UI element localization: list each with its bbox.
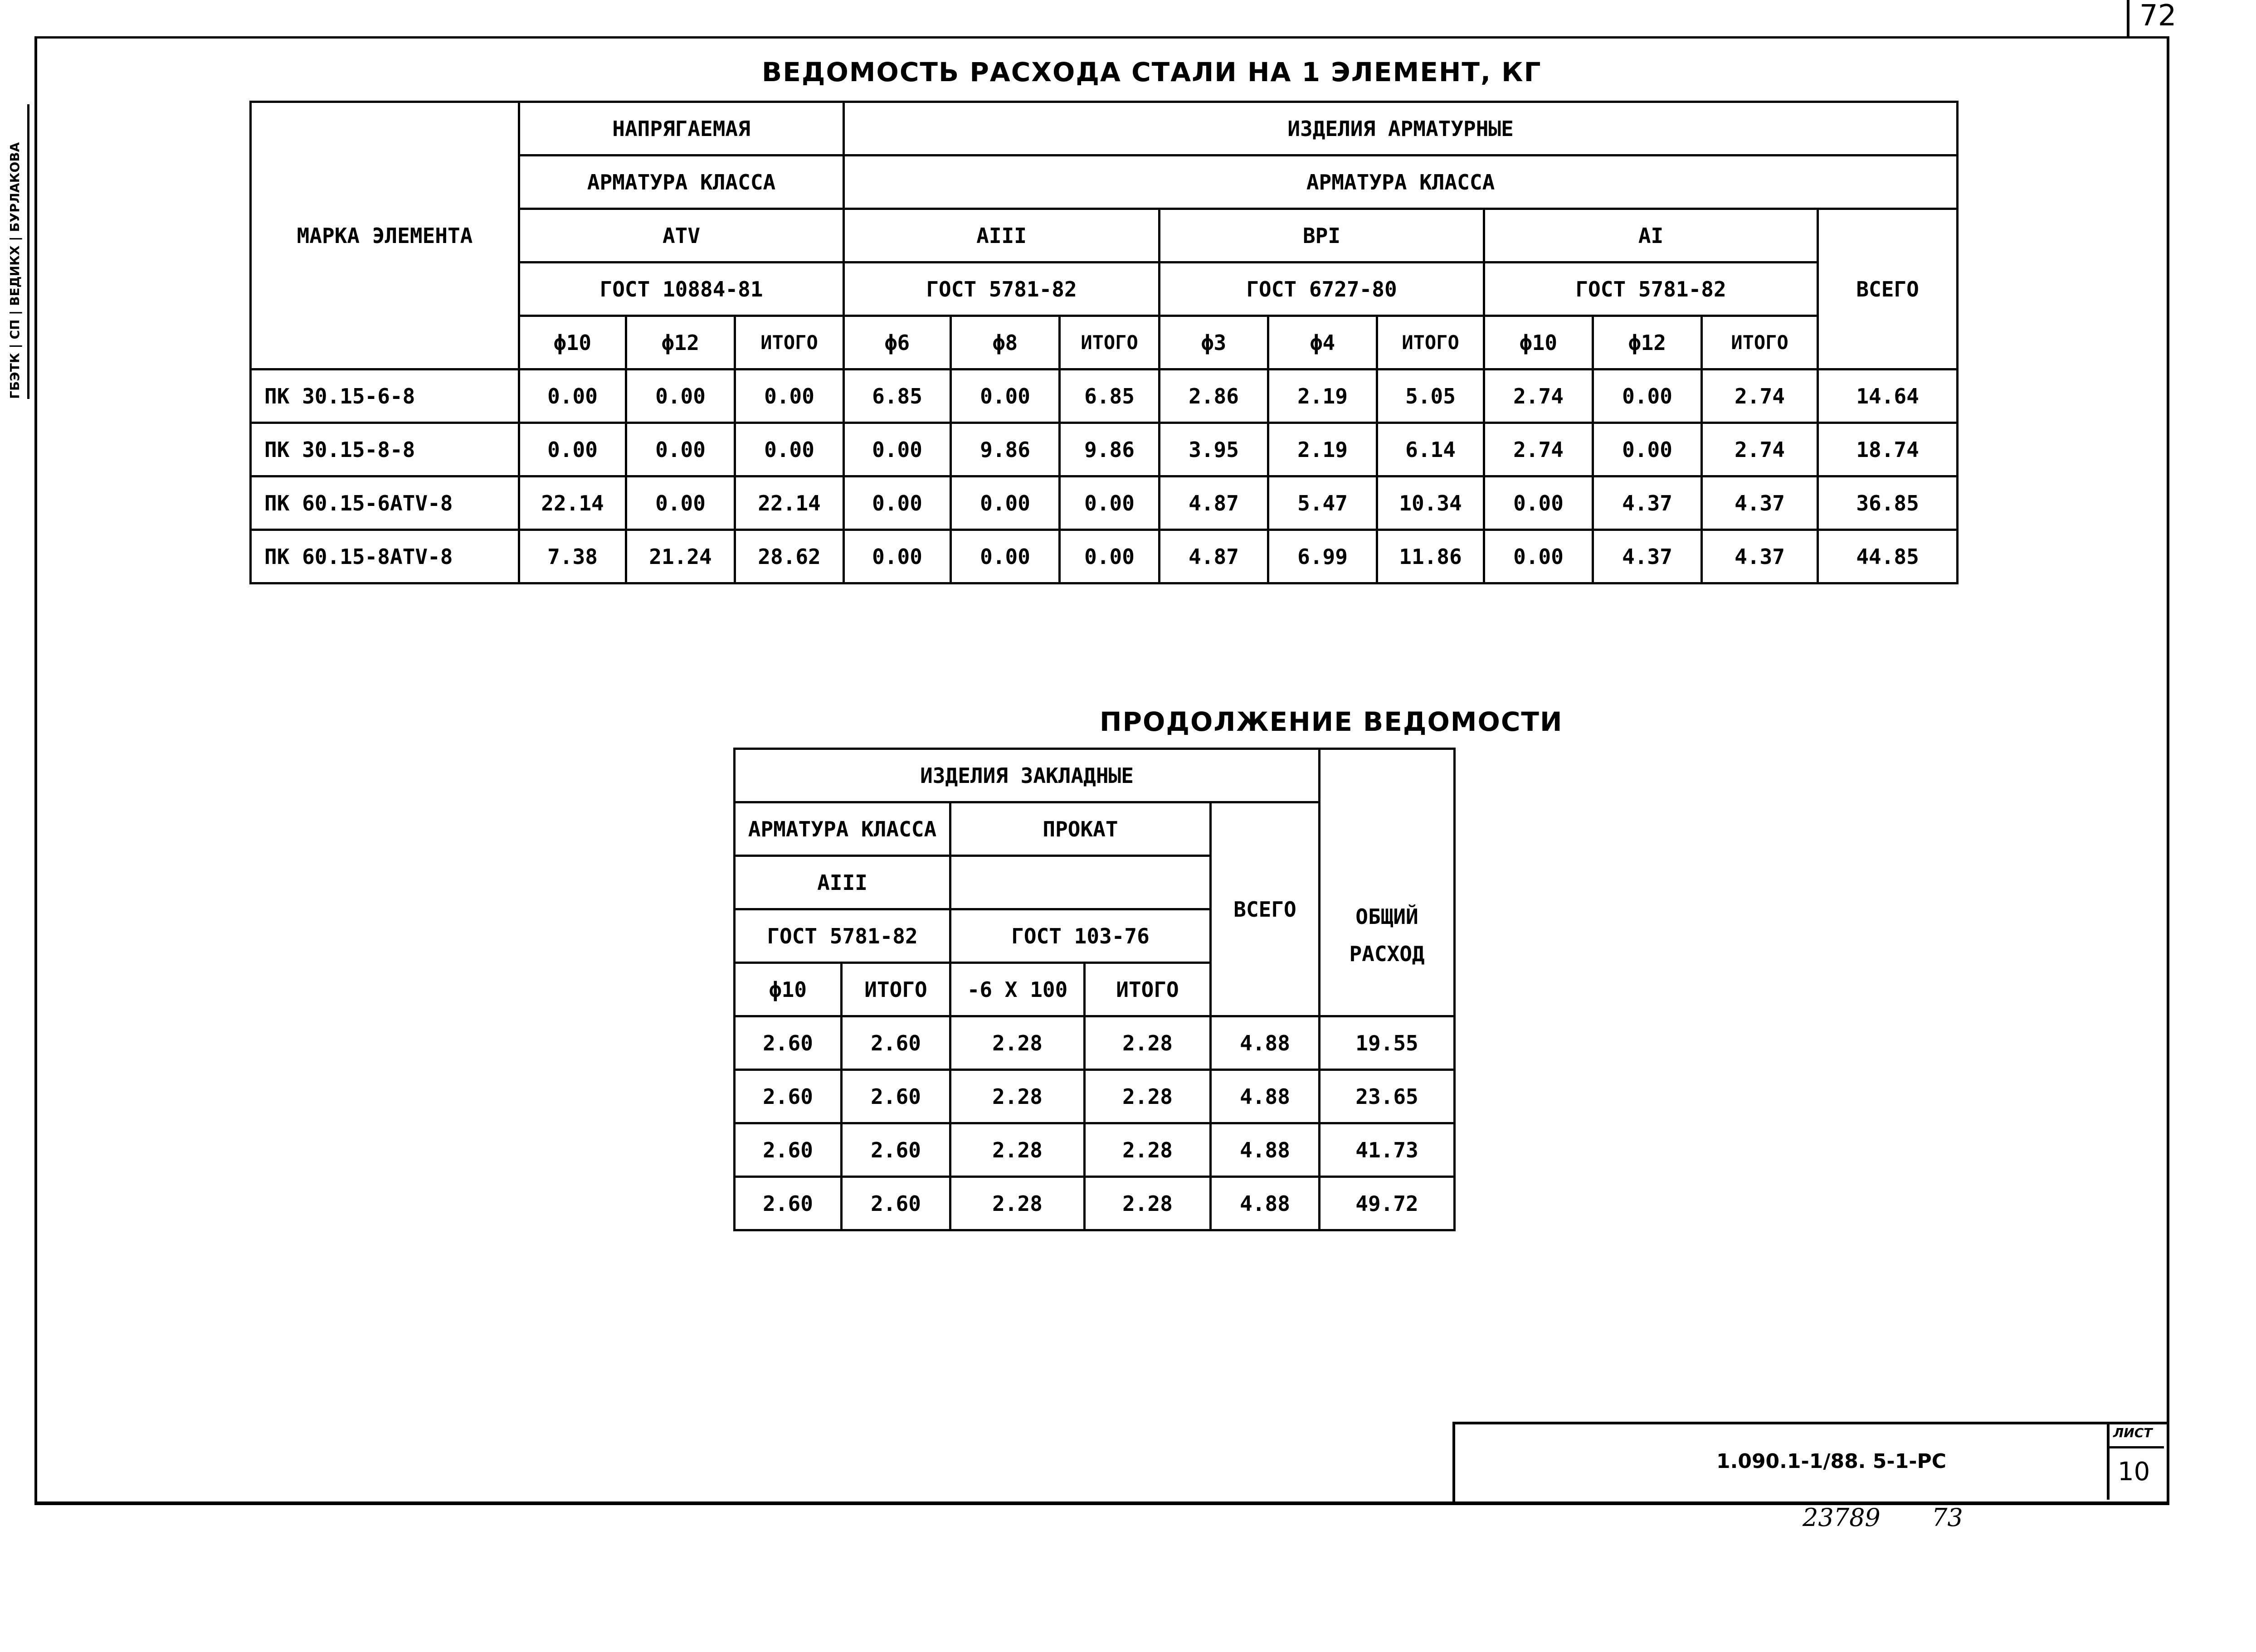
table-row: [735, 1016, 1455, 1070]
cell-value: 0.00: [626, 423, 735, 476]
header-rebar-class: АРМАТУРА КЛАССА: [844, 155, 1958, 209]
gost-b-cont: ГОСТ 103-76: [950, 909, 1211, 963]
gost-aiii: ГОСТ 5781-82: [844, 262, 1160, 316]
header-prestressed: НАПРЯГАЕМАЯ: [519, 102, 844, 155]
subcol-0-2: ИТОГО: [735, 316, 844, 369]
cell-value: 0.00: [735, 369, 844, 423]
header-overall: [1320, 856, 1455, 1016]
element-mark: ПК 30.15-8-8: [251, 423, 519, 476]
header-total: ВСЕГО: [1818, 209, 1958, 369]
cell-value: 2.86: [1160, 369, 1268, 423]
table-row: [735, 1123, 1455, 1177]
sheet-label: ЛИСТ: [2113, 1425, 2153, 1440]
cell-value: 5.05: [1377, 369, 1484, 423]
cell-value: 2.60: [735, 1177, 842, 1230]
cell-value: 4.88: [1211, 1016, 1320, 1070]
class-vri: ВРI: [1160, 209, 1484, 262]
cell-value: 2.28: [1085, 1016, 1211, 1070]
cell-value: 0.00: [1060, 530, 1160, 583]
cell-value: 4.88: [1211, 1070, 1320, 1123]
cell-value: 2.19: [1268, 369, 1377, 423]
cont-subcol-3: ИТОГО: [1085, 963, 1211, 1016]
subcol-0-1: ϕ12: [626, 316, 735, 369]
sheet-number: 10: [2118, 1457, 2150, 1487]
cell-value: 6.85: [844, 369, 951, 423]
cell-value: 0.00: [1593, 369, 1702, 423]
class-atv: АТV: [519, 209, 844, 262]
cell-value: 0.00: [951, 476, 1060, 530]
cell-value: 0.00: [1484, 476, 1593, 530]
sheet-label-line: [2107, 1446, 2164, 1448]
subcol-2-0: ϕ3: [1160, 316, 1268, 369]
cell-value: 36.85: [1818, 476, 1958, 530]
cell-value: 0.00: [1060, 476, 1160, 530]
page-number: 72: [2139, 0, 2177, 33]
cell-value: 2.28: [950, 1016, 1085, 1070]
cell-value: 14.64: [1818, 369, 1958, 423]
cell-value: 2.19: [1268, 423, 1377, 476]
cell-value: 2.60: [842, 1123, 950, 1177]
cell-value: 0.00: [519, 423, 626, 476]
cell-value: 2.74: [1702, 369, 1818, 423]
cell-value: 2.60: [735, 1016, 842, 1070]
cell-value: 11.86: [1377, 530, 1484, 583]
cell-value: 9.86: [1060, 423, 1160, 476]
element-mark: ПК 30.15-6-8: [251, 369, 519, 423]
cell-value: 2.28: [950, 1123, 1085, 1177]
cell-value: 4.37: [1593, 530, 1702, 583]
gost-vri: ГОСТ 6727-80: [1160, 262, 1484, 316]
side-stamp: ГБЭТК | СП | ВЕДИКХ | БУРЛАКОВА: [7, 142, 22, 399]
table-row: [735, 1070, 1455, 1123]
element-mark: ПК 60.15-6АТV-8: [251, 476, 519, 530]
table-row: [251, 423, 1958, 476]
cell-value: 0.00: [844, 530, 951, 583]
cell-value: 2.74: [1484, 423, 1593, 476]
handwritten-number-b: 73: [1932, 1503, 1963, 1532]
cont-subcol-1: ИТОГО: [842, 963, 950, 1016]
cell-value: 2.74: [1702, 423, 1818, 476]
cell-value: 19.55: [1320, 1016, 1455, 1070]
cell-value: 6.99: [1268, 530, 1377, 583]
header-total-cont: ВСЕГО: [1211, 802, 1320, 1016]
subcol-3-1: ϕ12: [1593, 316, 1702, 369]
drawing-code: 1.090.1-1/88. 5-1-РС: [1716, 1450, 1947, 1473]
cell-value: 0.00: [735, 423, 844, 476]
header-embedded: ИЗДЕЛИЯ ЗАКЛАДНЫЕ: [735, 749, 1320, 802]
cell-value: 4.88: [1211, 1177, 1320, 1230]
cell-value: 0.00: [626, 369, 735, 423]
table-row: [735, 1177, 1455, 1230]
subcol-2-2: ИТОГО: [1377, 316, 1484, 369]
cell-value: 2.28: [1085, 1123, 1211, 1177]
page-number-divider: [2127, 0, 2129, 36]
cell-value: 2.60: [735, 1070, 842, 1123]
table-row: [251, 476, 1958, 530]
cell-value: 2.60: [842, 1177, 950, 1230]
handwritten-number-a: 23789: [1803, 1503, 1881, 1532]
cell-value: 2.74: [1484, 369, 1593, 423]
cell-value: 23.65: [1320, 1070, 1455, 1123]
subcol-0-0: ϕ10: [519, 316, 626, 369]
subcol-3-2: ИТОГО: [1702, 316, 1818, 369]
cell-value: 0.00: [844, 476, 951, 530]
cell-value: 2.28: [1085, 1177, 1211, 1230]
class-ai: АI: [1484, 209, 1818, 262]
header-overall-line1: ОБЩИЙ: [1355, 904, 1418, 929]
cell-value: 2.60: [735, 1123, 842, 1177]
steel-consumption-table: [249, 101, 1959, 584]
cell-value: 6.14: [1377, 423, 1484, 476]
cell-value: 4.87: [1160, 476, 1268, 530]
subcol-1-0: ϕ6: [844, 316, 951, 369]
subcol-3-0: ϕ10: [1484, 316, 1593, 369]
overall-top-spacer: [1320, 749, 1455, 856]
cell-value: 2.60: [842, 1070, 950, 1123]
cell-value: 7.38: [519, 530, 626, 583]
gost-ai: ГОСТ 5781-82: [1484, 262, 1818, 316]
cell-value: 41.73: [1320, 1123, 1455, 1177]
element-mark: ПК 60.15-8АТV-8: [251, 530, 519, 583]
subcol-1-1: ϕ8: [951, 316, 1060, 369]
cell-value: 4.87: [1160, 530, 1268, 583]
title-block-divider: [2107, 1422, 2110, 1500]
header-rebar-class-cont: АРМАТУРА КЛАССА: [735, 802, 950, 856]
cont-subcol-2: -6 X 100: [950, 963, 1085, 1016]
table-row: [251, 369, 1958, 423]
cell-value: 49.72: [1320, 1177, 1455, 1230]
cell-value: 18.74: [1818, 423, 1958, 476]
header-mark: МАРКА ЭЛЕМЕНТА: [251, 102, 519, 369]
cell-value: 0.00: [1484, 530, 1593, 583]
cell-value: 44.85: [1818, 530, 1958, 583]
cell-value: 4.88: [1211, 1123, 1320, 1177]
class-aiii: АIII: [844, 209, 1160, 262]
cell-value: 4.37: [1702, 530, 1818, 583]
continuation-table: [733, 748, 1456, 1231]
main-table-title: ВЕДОМОСТЬ РАСХОДА СТАЛИ НА 1 ЭЛЕМЕНТ, КГ: [762, 57, 1542, 87]
cell-value: 6.85: [1060, 369, 1160, 423]
class-aiii-cont: АIII: [735, 856, 950, 909]
subcol-2-1: ϕ4: [1268, 316, 1377, 369]
table-row: [251, 530, 1958, 583]
subcol-1-2: ИТОГО: [1060, 316, 1160, 369]
cell-value: 4.37: [1702, 476, 1818, 530]
cell-value: 22.14: [735, 476, 844, 530]
continuation-title: ПРОДОЛЖЕНИЕ ВЕДОМОСТИ: [1100, 706, 1563, 737]
gost-atv: ГОСТ 10884-81: [519, 262, 844, 316]
header-prestressed-class: АРМАТУРА КЛАССА: [519, 155, 844, 209]
rolled-empty: [950, 856, 1211, 909]
cell-value: 2.60: [842, 1016, 950, 1070]
cell-value: 21.24: [626, 530, 735, 583]
cell-value: 9.86: [951, 423, 1060, 476]
header-rolled: ПРОКАТ: [950, 802, 1211, 856]
cell-value: 0.00: [1593, 423, 1702, 476]
cell-value: 28.62: [735, 530, 844, 583]
cell-value: 5.47: [1268, 476, 1377, 530]
gost-a-cont: ГОСТ 5781-82: [735, 909, 950, 963]
cell-value: 2.28: [950, 1177, 1085, 1230]
header-overall-line2: РАСХОД: [1349, 942, 1425, 967]
cell-value: 0.00: [844, 423, 951, 476]
cell-value: 0.00: [951, 530, 1060, 583]
cell-value: 3.95: [1160, 423, 1268, 476]
cell-value: 0.00: [626, 476, 735, 530]
header-rebar-products: ИЗДЕЛИЯ АРМАТУРНЫЕ: [844, 102, 1958, 155]
cell-value: 0.00: [519, 369, 626, 423]
cell-value: 0.00: [951, 369, 1060, 423]
cell-value: 22.14: [519, 476, 626, 530]
cell-value: 10.34: [1377, 476, 1484, 530]
cell-value: 2.28: [950, 1070, 1085, 1123]
cont-subcol-0: ϕ10: [735, 963, 842, 1016]
cell-value: 2.28: [1085, 1070, 1211, 1123]
cell-value: 4.37: [1593, 476, 1702, 530]
